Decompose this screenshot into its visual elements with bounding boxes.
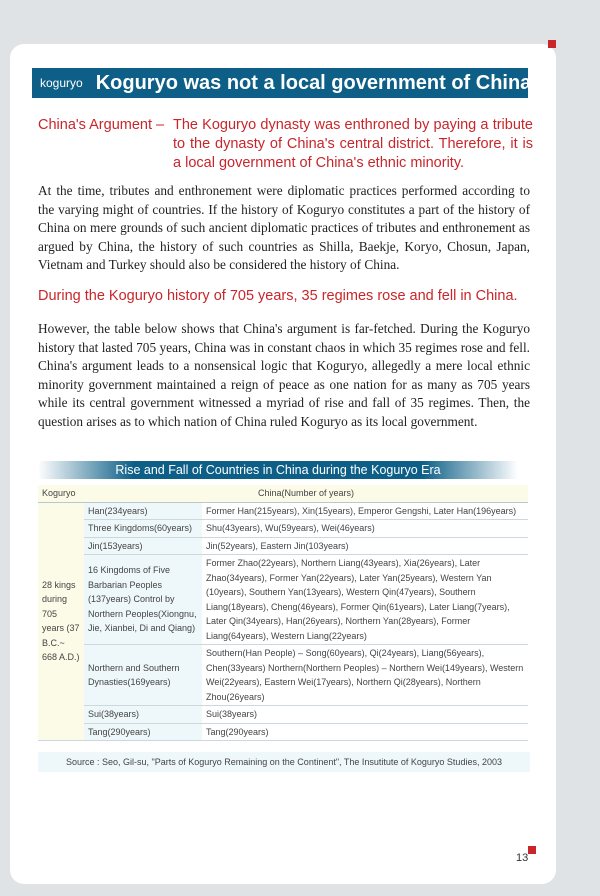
table-title: Rise and Fall of Countries in China during the Koguryo Era [38, 461, 518, 479]
paragraph-2: However, the table below shows that China's argument is far-fetched. During the Koguryo history that lasted 705 years, China was in constant chaos in which 35 regimes rose and fell. China's argument leads to a nonsensical logic that Koguryo, allegedly a mere local ethnic minority government maintained a reign of peace as one nation for as many as 705 years while its central government witnessed a myriad of rise and fall of 35 regimes. Then, the question arises as to which nation of China ruled Koguryo as its local government. [38, 321, 530, 429]
table-row [38, 502, 528, 520]
regimes-table [38, 485, 528, 741]
detail-cell: Tang(290years) [202, 723, 528, 741]
detail-cell: Sui(38years) [202, 706, 528, 724]
period-cell: Sui(38years) [84, 706, 202, 724]
detail-cell: Jin(52years), Eastern Jin(103years) [202, 537, 528, 555]
detail-cell: Former Han(215years), Xin(15years), Emperor Gengshi, Later Han(196years) [202, 502, 528, 520]
argument-label: China's Argument – [38, 117, 165, 133]
period-cell: Three Kingdoms(60years) [84, 520, 202, 538]
table-row [38, 520, 528, 538]
paragraph-1: At the time, tributes and enthronement were diplomatic practices performed according to the varying might of countries. If the history of Koguryo constitutes a part of the history of China on mere grounds of such ancient diplomatic practices of tributes and enthronement as argued by China, the history of such countries as Shilla, Baekje, Koryo, Chosun, Japan, Vietnam and Turkey should also be considered the history of China. [38, 183, 530, 272]
corner-mark [548, 40, 556, 48]
section-banner [32, 68, 532, 98]
subheading: During the Koguryo history of 705 years, 35 regimes rose and fell in China. [38, 288, 518, 304]
table-row [38, 537, 528, 555]
period-cell: Tang(290years) [84, 723, 202, 741]
koguryo-cell: 28 kings during 705 years (37 B.C.~ 668 A.D.) [38, 502, 84, 741]
header-koguryo: Koguryo [38, 485, 84, 502]
table-row [38, 706, 528, 724]
banner-tag: koguryo [40, 76, 83, 90]
table-row [38, 645, 528, 706]
source-note: Source : Seo, Gil-su, "Parts of Koguryo Remaining on the Continent", The Insutitute of Koguryo Studies, 2003 [38, 752, 530, 772]
header-china: China(Number of years) [84, 485, 528, 502]
detail-cell: Former Zhao(22years), Northern Liang(43years), Xia(26years), Later Zhao(34years), Former Yan(22years), Later Yan(25years), Western Yan (10years), Southern Yan(13years), Western Qin(47years), Southern Liang(18years), Cheng(46years), Former Qin(61years), Later Liang(7years), Later Qin(34years), Han(26years), Northern Yan(28years), Former Liang(64years), Western Liang(22years) [202, 555, 528, 645]
table-row [38, 723, 528, 741]
period-cell: Jin(153years) [84, 537, 202, 555]
argument-text: The Koguryo dynasty was enthroned by paying a tribute to the dynasty of China's central district. Therefore, it is a local government of China's ethnic minority. [173, 117, 533, 171]
corner-mark [528, 846, 536, 854]
period-cell: 16 Kingdoms of Five Barbarian Peoples (137years) Control by Northern Peoples(Xiongnu, Jie, Xianbei, Di and Qiang) [84, 555, 202, 645]
period-cell: Han(234years) [84, 502, 202, 520]
banner-title: Koguryo was not a local government of China [95, 71, 532, 94]
page-number: 13 [516, 852, 529, 864]
detail-cell: Shu(43years), Wu(59years), Wei(46years) [202, 520, 528, 538]
detail-cell: Southern(Han People) – Song(60years), Qi(24years), Liang(56years), Chen(33years) Northern(Northern Peoples) – Northern Wei(149years), Western Wei(22years), Eastern Wei(17years), Northern Qi(28years), Northern Zhou(26years) [202, 645, 528, 706]
table-row [38, 555, 528, 645]
period-cell: Northern and Southern Dynasties(169years) [84, 645, 202, 706]
table-header-row [38, 485, 528, 502]
